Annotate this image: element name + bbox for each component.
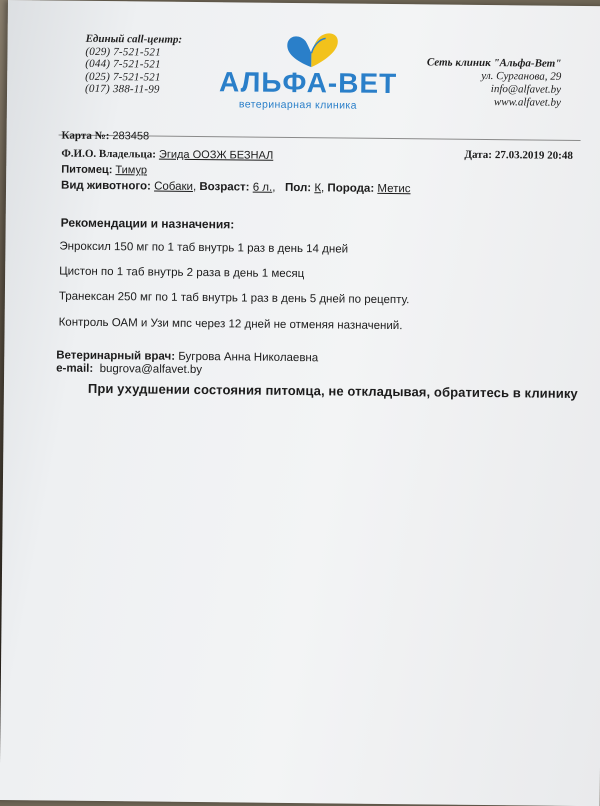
pet-row bbox=[61, 164, 147, 177]
species-label: Вид животного: bbox=[60, 179, 151, 193]
age-value: 6 л. bbox=[252, 181, 273, 194]
network-title: Сеть клиник "Альфа-Вет" bbox=[426, 56, 562, 70]
clinic-logo bbox=[218, 30, 398, 112]
vet-email: bugrova@alfavet.by bbox=[99, 362, 203, 377]
recommendation-item: Контроль ОАМ и Узи мпс через 12 дней не отменяя назначений. bbox=[58, 316, 403, 333]
brand-subtitle: ветеринарная клиника bbox=[238, 98, 357, 112]
sex-value: К bbox=[314, 182, 322, 195]
clinic-address: ул. Сурганова, 29 bbox=[481, 69, 562, 83]
date-label: Дата: bbox=[464, 148, 492, 162]
breed-label: Порода: bbox=[327, 182, 375, 195]
card-number: 283458 bbox=[112, 130, 150, 143]
vet-name: Бугрова Анна Николаевна bbox=[178, 350, 319, 365]
phone-number: (017) 388-11-99 bbox=[85, 82, 160, 96]
owner-value: Эгида ООЗЖ БЕЗНАЛ bbox=[158, 148, 274, 162]
callcenter-block bbox=[85, 33, 182, 97]
pet-label: Питомец: bbox=[61, 163, 113, 177]
species-value: Собаки bbox=[154, 180, 194, 193]
recommendation-item: Цистон по 1 таб внутрь 2 раза в день 1 месяц bbox=[59, 265, 305, 281]
recommendations-title: Рекомендации и назначения: bbox=[60, 215, 235, 232]
owner-label: Ф.И.О. Владельца: bbox=[61, 147, 156, 161]
clinic-network-contacts bbox=[419, 56, 562, 109]
vet-email-label: e-mail: bbox=[56, 362, 94, 375]
vet-label: Ветеринарный врач: bbox=[56, 349, 176, 363]
animal-info-row: Вид животного: Собаки, Возраст: 6 л., Пол: К, Порода: Метис bbox=[60, 179, 411, 196]
owner-row bbox=[61, 148, 273, 162]
card-label: Карта №: bbox=[61, 129, 110, 143]
clinic-website: www.alfavet.by bbox=[493, 96, 562, 109]
card-number-row bbox=[62, 130, 150, 143]
date-row bbox=[464, 149, 573, 162]
sex-label: Пол: bbox=[284, 181, 312, 195]
callcenter-title: Единый call-центр: bbox=[85, 32, 183, 46]
warning-text: При ухудшении состояния питомца, не откладывая, обратитесь в клинику bbox=[87, 380, 578, 401]
phone-number: (029) 7-521-521 bbox=[85, 45, 161, 59]
vet-email-row bbox=[56, 363, 202, 377]
recommendation-item: Транексан 250 мг по 1 таб внутрь 1 раз в день 5 дней по рецепту. bbox=[58, 290, 410, 307]
clinic-email: info@alfavet.by bbox=[490, 83, 562, 96]
butterfly-heart-icon bbox=[277, 31, 347, 72]
age-label: Возраст: bbox=[199, 181, 250, 194]
recommendation-item: Энроксил 150 мг по 1 таб внутрь 1 раз в день 14 дней bbox=[59, 240, 349, 256]
pet-value: Тимур bbox=[115, 164, 148, 177]
date-value: 27.03.2019 20:48 bbox=[494, 149, 573, 162]
brand-name: АЛЬФА-ВЕТ bbox=[218, 66, 398, 100]
phone-number: (025) 7-521-521 bbox=[85, 70, 161, 84]
phone-number: (044) 7-521-521 bbox=[85, 57, 161, 71]
phone-list bbox=[85, 45, 182, 96]
breed-value: Метис bbox=[377, 182, 411, 196]
